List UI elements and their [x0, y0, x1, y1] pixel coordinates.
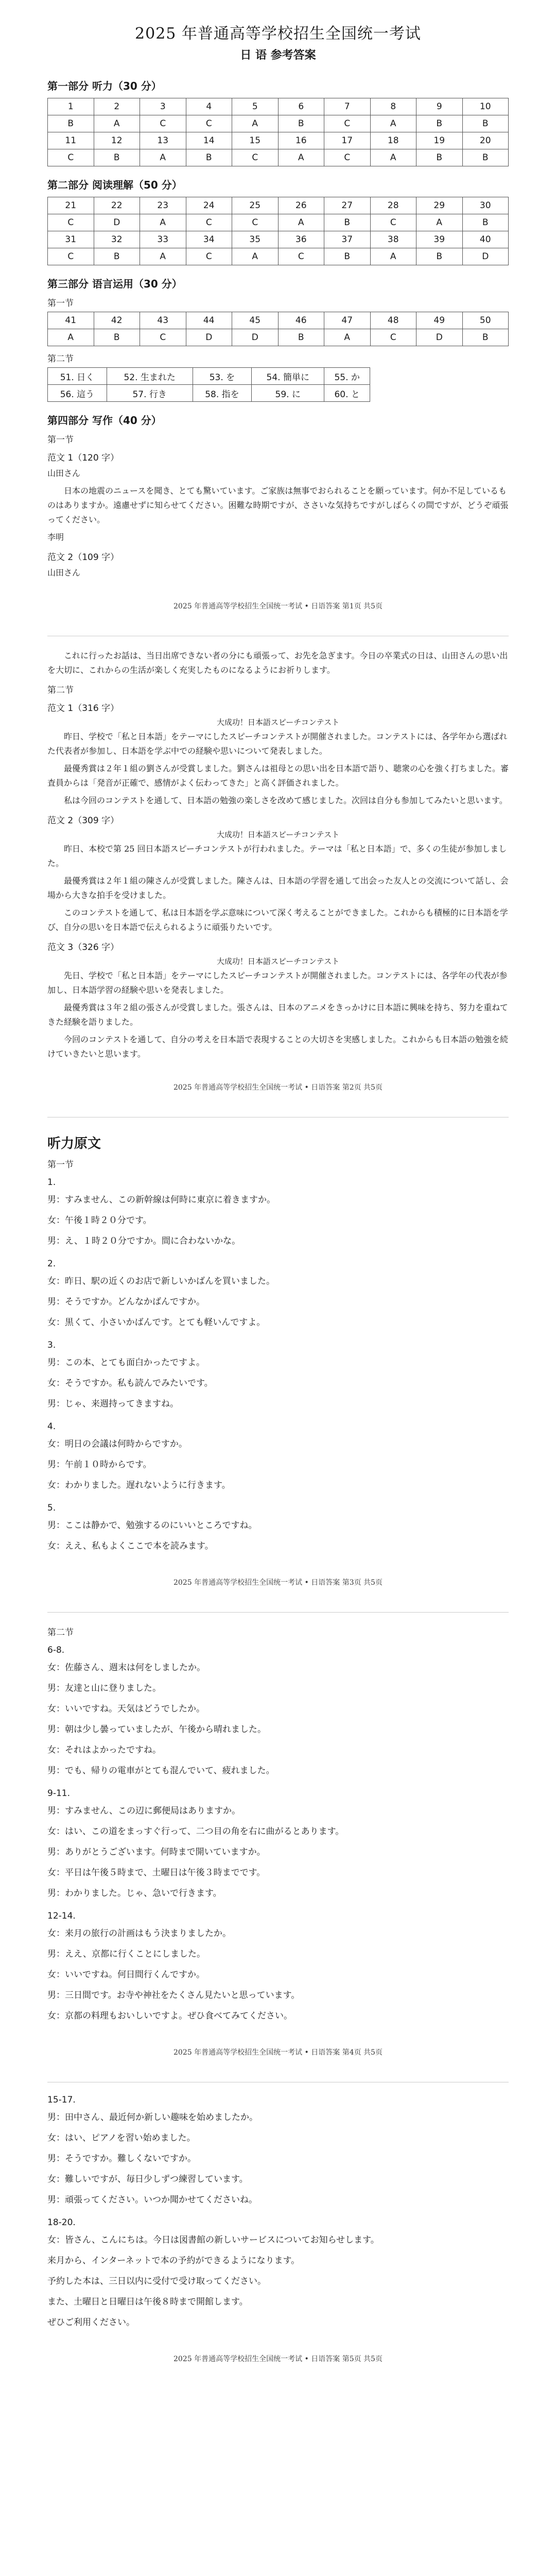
- essay4-paragraph: このコンテストを通して、私は日本語を学ぶ意味について深く考えることができました。これからも積極的に日本語を学び、自分の思いを日本語で伝えられるように頑張りたいです。: [47, 908, 508, 932]
- page-footer: 2025 年普通高等学校招生全国统一考试 • 日语答案 第1页 共5页: [173, 602, 383, 611]
- answer-cell: 5: [232, 98, 279, 115]
- answer-cell: B: [416, 149, 463, 166]
- answer-cell: D: [462, 248, 509, 265]
- listening-script-line: 男：この本、とても面白かったですよ。: [47, 1358, 205, 1368]
- answer-cell: 48: [370, 312, 416, 329]
- essay3-label: 范文 1（316 字）: [47, 703, 119, 714]
- answer-cell: 17: [324, 132, 371, 149]
- answer-cell: 47: [324, 312, 371, 329]
- answer-cell: A: [278, 149, 324, 166]
- answer-cell: 13: [140, 132, 186, 149]
- essay3-paragraph: 最優秀賞は２年１組の劉さんが受賞しました。劉さんは祖母との思い出を日本語で語り、聴衆の心を強く打ちました。審査員からは「発音が正確で、感情がよく伝わってきた」と高く評価されました。: [47, 764, 509, 788]
- essay1-body: [47, 466, 509, 545]
- answer-row: [48, 132, 509, 149]
- listening-script-line: 女：来月の旅行の計画はもう決まりましたか。: [47, 1928, 231, 1939]
- answer-cell: C: [140, 115, 186, 132]
- listening-script-line: 男：でも、帰りの電車がとても混んでいて、疲れました。: [47, 1766, 275, 1776]
- answer-cell: C: [370, 214, 416, 231]
- essay1-line: 山田さん: [47, 468, 81, 478]
- answer-cell: C: [48, 248, 94, 265]
- answer-cell: 10: [462, 98, 509, 115]
- answer-cell: A: [370, 248, 416, 265]
- answer-cell: B: [462, 214, 509, 231]
- listening-script-line: 女：佐藤さん、週末は何をしましたか。: [47, 1663, 206, 1673]
- answer-cell: 55. か: [324, 368, 370, 385]
- answer-cell: D: [416, 329, 463, 346]
- listening-script-line: 男：ここは静かで、勉強するのにいいところですね。: [47, 1520, 257, 1531]
- answer-row: [48, 329, 509, 346]
- answer-cell: A: [232, 248, 279, 265]
- answer-cell: 21: [48, 197, 94, 214]
- answer-cell: 30: [462, 197, 509, 214]
- answer-cell: 31: [48, 231, 94, 248]
- answer-cell: 11: [48, 132, 94, 149]
- listening-script-line: 男：頑張ってください。いつか聞かせてくださいね。: [47, 2195, 257, 2205]
- essay4-label: 范文 2（309 字）: [47, 816, 119, 826]
- essay3-paragraph: 昨日、学校で「私と日本語」をテーマにしたスピーチコンテストが開催されました。コンテストには、各学年から選ばれた代表者が参加し、日本語を学ぶ中での経験や思いについて発表しました。: [47, 732, 508, 756]
- part2-answer-table: [47, 197, 509, 265]
- answer-cell: 43: [140, 312, 186, 329]
- part2-heading: 第二部分 阅读理解（50 分）: [47, 179, 182, 191]
- answer-cell: B: [416, 115, 463, 132]
- answer-cell: 24: [186, 197, 232, 214]
- listening-script-line: ぜひご利用ください。: [47, 2317, 135, 2328]
- answer-row: [48, 385, 370, 402]
- listening-script-line: 男：ええ、京都に行くことにしました。: [47, 1949, 206, 1959]
- essay5-title: 大成功！日本語スピーチコンテスト: [216, 957, 340, 966]
- answer-cell: 14: [186, 132, 232, 149]
- answer-cell: C: [48, 214, 94, 231]
- answer-cell: 52. 生まれた: [107, 368, 193, 385]
- part3-section1-table: [47, 312, 509, 346]
- answer-cell: 26: [278, 197, 324, 214]
- answer-cell: A: [140, 149, 186, 166]
- listening-script-line: 女：それはよかったですね。: [47, 1745, 161, 1755]
- answer-cell: B: [416, 248, 463, 265]
- answer-row: [48, 115, 509, 132]
- answer-cell: B: [48, 115, 94, 132]
- answer-cell: 53. を: [193, 368, 252, 385]
- answer-cell: 60. と: [324, 385, 370, 402]
- answer-cell: B: [462, 149, 509, 166]
- essay4-paragraph: 昨日、本校で第 25 回日本語スピーチコンテストが行われました。テーマは「私と日本語」で、多くの生徒が参加しました。: [47, 844, 507, 868]
- listening-script-line: 男：午前１０時からです。: [47, 1460, 152, 1470]
- answer-cell: 37: [324, 231, 371, 248]
- answer-cell: 22: [94, 197, 140, 214]
- listening-script-line: 女：わかりました。遅れないように行きます。: [47, 1480, 231, 1490]
- answer-cell: 38: [370, 231, 416, 248]
- listening-script-line: 女：平日は午後５時まで、土曜日は午後３時までです。: [47, 1868, 266, 1878]
- answer-cell: 57. 行き: [107, 385, 193, 402]
- answer-cell: C: [48, 149, 94, 166]
- answer-row: [48, 368, 370, 385]
- answer-row: [48, 248, 509, 265]
- answer-cell: 32: [94, 231, 140, 248]
- answer-cell: C: [324, 149, 371, 166]
- answer-cell: 36: [278, 231, 324, 248]
- answer-cell: A: [94, 115, 140, 132]
- listening-script-line: 女：午後１時２０分です。: [47, 1215, 152, 1226]
- answer-cell: A: [324, 329, 371, 346]
- listening-part2-continued: [47, 2095, 509, 2333]
- essay2-label: 范文 2（109 字）: [47, 552, 119, 563]
- answer-cell: B: [278, 115, 324, 132]
- answer-cell: B: [324, 248, 371, 265]
- listening-question-number: 1.: [47, 1177, 56, 1188]
- answer-cell: B: [462, 115, 509, 132]
- listening-script-line: 男：友達と山に登りました。: [47, 1683, 161, 1693]
- essay5-paragraph: 今回のコンテストを通して、自分の考えを日本語で表現することの大切さを実感しました。これからも日本語の勉強を続けていきたいと思います。: [47, 1035, 509, 1059]
- page2-intro: これに行ったお話は、当日出席できない者の分にも頑張って、お先を急ぎます。今日の卒業式の日は、山田さんの思い出を大切に、これからの生活が楽しく充実したものになるようにお祈りします。: [47, 651, 508, 675]
- answer-cell: 3: [140, 98, 186, 115]
- listening-script-line: 女：そうですか。私も読んでみたいです。: [47, 1378, 213, 1388]
- answer-cell: 4: [186, 98, 232, 115]
- essay1-line: 李明: [47, 532, 64, 542]
- answer-cell: A: [370, 115, 416, 132]
- answer-cell: A: [232, 115, 279, 132]
- listening-script-line: 女：明日の会議は何時からですか。: [47, 1439, 187, 1449]
- answer-cell: 33: [140, 231, 186, 248]
- listening-question-number: 12-14.: [47, 1911, 76, 1921]
- listening-script-line: 女：ええ、私もよくここで本を読みます。: [47, 1541, 214, 1551]
- answer-cell: A: [48, 329, 94, 346]
- answer-row: [48, 149, 509, 166]
- answer-cell: C: [278, 248, 324, 265]
- listening-part2-label: 第二节: [47, 1628, 74, 1638]
- answer-cell: 28: [370, 197, 416, 214]
- answer-cell: C: [186, 214, 232, 231]
- part3-heading: 第三部分 语言运用（30 分）: [47, 278, 182, 290]
- answer-row: [48, 231, 509, 248]
- listening-question-number: 18-20.: [47, 2217, 76, 2228]
- listening-script-line: 女：はい、ピアノを習い始めました。: [47, 2133, 196, 2143]
- listening-script-line: 予約した本は、三日以内に受付で受け取ってください。: [47, 2276, 266, 2286]
- answer-cell: C: [140, 329, 186, 346]
- answer-row: [48, 312, 509, 329]
- essay4-title: 大成功！日本語スピーチコンテスト: [216, 830, 340, 839]
- listening-question-number: 9-11.: [47, 1788, 70, 1799]
- listening-script-line: 男：すみません、この新幹線は何時に東京に着きますか。: [47, 1195, 276, 1205]
- listening-part1-label: 第一节: [47, 1160, 74, 1170]
- answer-cell: C: [232, 149, 279, 166]
- answer-cell: 41: [48, 312, 94, 329]
- answer-cell: 42: [94, 312, 140, 329]
- listening-script-line: 女：昨日、駅の近くのお店で新しいかばんを買いました。: [47, 1276, 275, 1286]
- answer-cell: 9: [416, 98, 463, 115]
- listening-script-line: 女：京都の料理もおいしいですよ。ぜひ食べてみてください。: [47, 2011, 292, 2021]
- essay5-paragraph: 先日、学校で「私と日本語」をテーマにしたスピーチコンテストが開催されました。コンテストには、各学年の代表が参加し、日本語学習の経験や思いを発表しました。: [47, 971, 508, 995]
- page2-section2-label: 第二节: [47, 685, 74, 696]
- answer-cell: C: [232, 214, 279, 231]
- listening-part1: [47, 1177, 509, 1556]
- listening-question-number: 2.: [47, 1259, 56, 1269]
- answer-cell: 20: [462, 132, 509, 149]
- listening-question-number: 3.: [47, 1340, 56, 1350]
- listening-script-line: 男：わかりました。じゃ、急いで行きます。: [47, 1888, 222, 1899]
- answer-cell: D: [94, 214, 140, 231]
- answer-cell: 8: [370, 98, 416, 115]
- essay1-label: 范文 1（120 字）: [47, 453, 119, 463]
- answer-cell: 19: [416, 132, 463, 149]
- answer-cell: D: [186, 329, 232, 346]
- listening-script-line: 女：いいですね。何日間行くんですか。: [47, 1970, 205, 1980]
- answer-cell: 40: [462, 231, 509, 248]
- answer-cell: C: [186, 115, 232, 132]
- answer-cell: C: [370, 329, 416, 346]
- answer-cell: 18: [370, 132, 416, 149]
- answer-cell: 59. に: [252, 385, 324, 402]
- answer-cell: 16: [278, 132, 324, 149]
- listening-script-line: 男：そうですか。難しくないですか。: [47, 2154, 196, 2164]
- answer-row: [48, 197, 509, 214]
- answer-cell: A: [416, 214, 463, 231]
- answer-cell: 34: [186, 231, 232, 248]
- answer-cell: A: [278, 214, 324, 231]
- answer-cell: 50: [462, 312, 509, 329]
- essay5-paragraph: 最優秀賞は３年２組の張さんが受賞しました。張さんは、日本のアニメをきっかけに日本語に興味を持ち、努力を重ねてきた経験を語りました。: [47, 1003, 508, 1027]
- answer-cell: 39: [416, 231, 463, 248]
- answer-cell: 56. 這う: [48, 385, 107, 402]
- essay4-paragraph: 最優秀賞は２年１組の陳さんが受賞しました。陳さんは、日本語の学習を通して出会った友人との交流について話し、会場から大きな拍手を受けました。: [47, 876, 509, 900]
- answer-cell: 45: [232, 312, 279, 329]
- listening-part2: [47, 1645, 509, 2026]
- page-footer: 2025 年普通高等学校招生全国统一考试 • 日语答案 第2页 共5页: [173, 1083, 383, 1092]
- listening-script-line: また、土曜日と日曜日は午後８時まで開館します。: [47, 2297, 248, 2307]
- answer-cell: 12: [94, 132, 140, 149]
- listening-script-line: 男：え、１時２０分ですか。間に合わないかな。: [47, 1236, 241, 1246]
- answer-cell: 7: [324, 98, 371, 115]
- answer-cell: 23: [140, 197, 186, 214]
- answer-cell: 29: [416, 197, 463, 214]
- answer-key-subtitle: 日 语 参考答案: [240, 49, 316, 62]
- part4-heading: 第四部分 写作（40 分）: [47, 414, 162, 427]
- essay5-label: 范文 3（326 字）: [47, 942, 119, 953]
- listening-script-line: 男：じゃ、来週持ってきますね。: [47, 1399, 179, 1409]
- answer-row: [48, 214, 509, 231]
- part1-heading: 第一部分 听力（30 分）: [47, 80, 162, 92]
- listening-script-line: 女：黒くて、小さいかばんです。とても軽いんですよ。: [47, 1317, 266, 1328]
- answer-cell: B: [94, 248, 140, 265]
- answer-cell: 6: [278, 98, 324, 115]
- essay3-title: 大成功！日本語スピーチコンテスト: [216, 718, 340, 727]
- exam-title: 2025 年普通高等学校招生全国统一考试: [135, 25, 421, 43]
- listening-question-number: 6-8.: [47, 1645, 65, 1655]
- answer-cell: B: [324, 214, 371, 231]
- page-footer: 2025 年普通高等学校招生全国统一考试 • 日语答案 第4页 共5页: [173, 2048, 383, 2057]
- listening-script-line: 男：すみません、この辺に郵便局はありますか。: [47, 1806, 241, 1816]
- answer-cell: 35: [232, 231, 279, 248]
- listening-script-line: 男：三日間です。お寺や神社をたくさん見たいと思っています。: [47, 1990, 300, 2001]
- answer-cell: C: [186, 248, 232, 265]
- answer-cell: 46: [278, 312, 324, 329]
- listening-question-number: 15-17.: [47, 2095, 76, 2105]
- answer-cell: B: [94, 329, 140, 346]
- listening-script-line: 女：はい、この道をまっすぐ行って、二つ目の角を右に曲がるとあります。: [47, 1826, 344, 1837]
- listening-script-line: 男：朝は少し曇っていましたが、午後から晴れました。: [47, 1724, 266, 1735]
- essay1-line: 日本の地震のニュースを聞き、とても驚いています。ご家族は無事でおられることを願っています。何か不足しているものはありますか。遠慮せずに知らせてください。困難な時期ですが、ささいな気持ちですがしばらくの間ですが、どうぞ頑張ってください。: [47, 486, 509, 524]
- part4-section1-label: 第一节: [47, 435, 74, 445]
- listening-question-number: 4.: [47, 1421, 56, 1432]
- part1-answer-table: [47, 98, 509, 166]
- page-divider: [47, 1612, 509, 1613]
- answer-cell: 54. 簡単に: [252, 368, 324, 385]
- listening-script-line: 女：難しいですが、毎日少しずつ練習しています。: [47, 2174, 248, 2184]
- answer-cell: 49: [416, 312, 463, 329]
- part3-section2-table: [47, 367, 370, 402]
- answer-cell: A: [370, 149, 416, 166]
- answer-cell: C: [324, 115, 371, 132]
- answer-cell: A: [140, 248, 186, 265]
- listening-question-number: 5.: [47, 1503, 56, 1513]
- page-footer: 2025 年普通高等学校招生全国统一考试 • 日语答案 第5页 共5页: [173, 2355, 383, 2363]
- part3-section2-label: 第二节: [47, 354, 74, 364]
- answer-cell: 27: [324, 197, 371, 214]
- answer-cell: 25: [232, 197, 279, 214]
- listening-script-line: 女：いいですね。天気はどうでしたか。: [47, 1704, 205, 1714]
- answer-cell: B: [462, 329, 509, 346]
- listening-script-line: 来月から、インターネットで本の予約ができるようになります。: [47, 2256, 300, 2266]
- answer-cell: 58. 指を: [193, 385, 252, 402]
- answer-cell: 15: [232, 132, 279, 149]
- answer-cell: 51. 日く: [48, 368, 107, 385]
- essay3-paragraph: 私は今回のコンテストを通して、日本語の勉強の楽しさを改めて感じました。次回は自分も参加してみたいと思います。: [64, 795, 508, 805]
- answer-cell: B: [94, 149, 140, 166]
- answer-cell: 2: [94, 98, 140, 115]
- listening-script-line: 男：ありがとうございます。何時まで開いていますか。: [47, 1847, 266, 1857]
- page-footer: 2025 年普通高等学校招生全国统一考试 • 日语答案 第3页 共5页: [173, 1579, 383, 1587]
- answer-cell: 44: [186, 312, 232, 329]
- answer-cell: D: [232, 329, 279, 346]
- listening-script-line: 男：そうですか。どんなかばんですか。: [47, 1297, 205, 1307]
- answer-cell: B: [186, 149, 232, 166]
- listening-heading: 听力原文: [47, 1136, 101, 1151]
- answer-cell: B: [278, 329, 324, 346]
- answer-row: [48, 98, 509, 115]
- answer-cell: 1: [48, 98, 94, 115]
- answer-cell: A: [140, 214, 186, 231]
- essay2-line: 山田さん: [47, 568, 81, 578]
- part3-section1-label: 第一节: [47, 298, 74, 309]
- listening-script-line: 男：田中さん、最近何か新しい趣味を始めましたか。: [47, 2112, 258, 2123]
- listening-script-line: 女：皆さん、こんにちは。今日は図書館の新しいサービスについてお知らせします。: [47, 2235, 379, 2245]
